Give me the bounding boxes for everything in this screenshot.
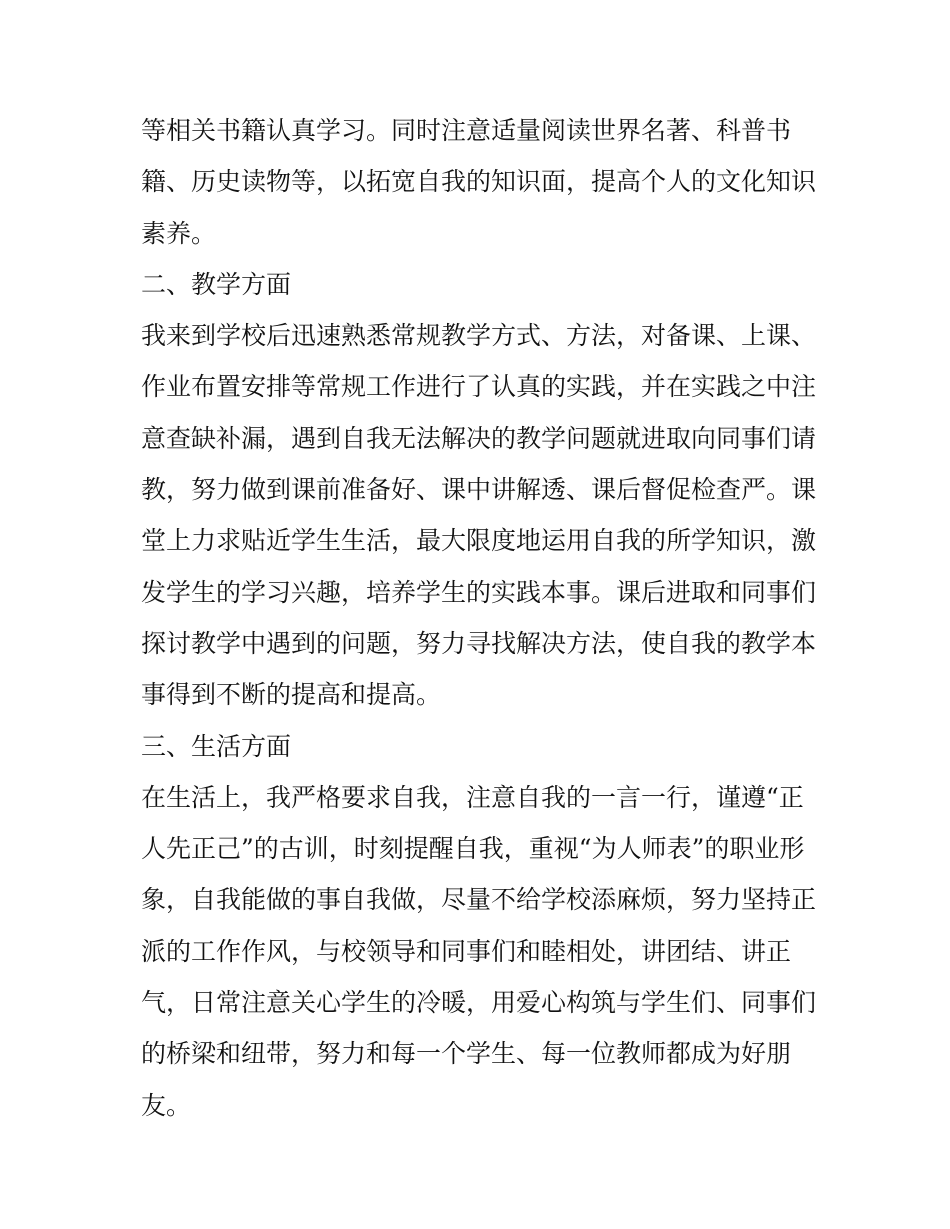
text-line: 发学生的学习兴趣，培养学生的实践本事。课后进取和同事们: [141, 577, 817, 607]
text-line: 在生活上，我严格要求自我，注意自我的一言一行，谨遵“正: [141, 782, 804, 812]
text-line: 素养。: [141, 218, 217, 248]
text-line: 的桥梁和纽带，努力和每一个学生、每一位教师都成为好朋: [141, 1039, 792, 1069]
section-heading-teaching: 二、教学方面: [141, 269, 292, 299]
text-line: 我来到学校后迅速熟悉常规教学方式、方法，对备课、上课、: [141, 321, 817, 351]
text-line: 堂上力求贴近学生生活，最大限度地运用自我的所学知识，激: [141, 526, 817, 556]
text-line: 人先正己”的古训，时刻提醒自我，重视“为人师表”的职业形: [141, 834, 805, 864]
text-line: 教，努力做到课前准备好、课中讲解透、课后督促检查严。课: [141, 475, 817, 505]
text-line: 探讨教学中遇到的问题，努力寻找解决方法，使自我的教学本: [141, 628, 817, 658]
text-line: 等相关书籍认真学习。同时注意适量阅读世界名著、科普书: [141, 116, 792, 145]
text-line: 意查缺补漏，遇到自我无法解决的教学问题就进取向同事们请: [141, 423, 817, 453]
text-line: 作业布置安排等常规工作进行了认真的实践，并在实践之中注: [141, 372, 817, 402]
text-line: 事得到不断的提高和提高。: [141, 680, 442, 710]
document-body: [141, 105, 821, 1131]
section-heading-life: 三、生活方面: [141, 731, 292, 761]
text-line: 友。: [141, 1090, 192, 1120]
text-line: 派的工作作风，与校领导和同事们和睦相处，讲团结、讲正: [141, 936, 792, 966]
text-line: 籍、历史读物等，以拓宽自我的知识面，提高个人的文化知识: [141, 167, 817, 197]
text-line: 象，自我能做的事自我做，尽量不给学校添麻烦，努力坚持正: [141, 885, 817, 915]
text-line: 气，日常注意关心学生的冷暖，用爱心构筑与学生们、同事们: [141, 988, 817, 1018]
